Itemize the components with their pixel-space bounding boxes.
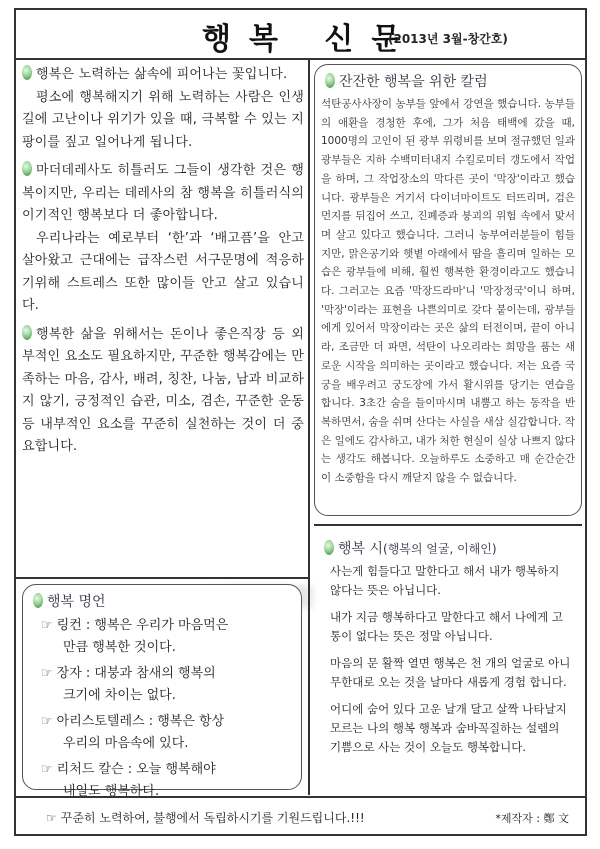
pointing-hand-icon: ☞	[41, 618, 53, 633]
footer-message: ☞ 꾸준히 노력하여, 불행에서 독립하시기를 기원드립니다.!!!	[46, 811, 365, 825]
effort-paragraph: 평소에 행복해지기 위해 노력하는 사람은 인생길에 고난이나 위기가 있을 때, 극복할 수 있는 지팡이를 짚고 일어나게 됩니다.	[22, 89, 304, 150]
poem-section	[314, 532, 582, 765]
korea-paragraph: 우리나라는 예로부터 ‘한’과 ‘배고픔’을 안고 살아왔고 근대에는 급작스런 서구문명에 적응하기위해 스트레스 또한 많이들 안고 살고 있습니다.	[22, 230, 304, 313]
quote-item: ☞ 리처드 칼슨 : 오늘 행복해야 내일도 행복하다.	[41, 762, 216, 799]
edition-label: (2013년 3월-창간호)	[388, 32, 508, 46]
poem-stanza: 어디에 숨어 있다 고운 날개 달고 살짝 나타날지 모르는 나의 행복 행복과 숨바꼭질하는 설렘의 기쁨으로 사는 것이 오늘도 행복합니다.	[330, 702, 567, 754]
masthead	[16, 10, 585, 60]
column-divider	[308, 60, 310, 795]
column-body: 석탄공사사장이 농부들 앞에서 강연을 했습니다. 농부들의 애환을 경청한 후에, 그가 처음 태백에 갔을 때, 1000명의 고인이 된 광부 위령비를 보며 절규했던 일과 광부들은 지하 수백미터내지 수킬로미터 갱도에서 작업을 하며, 그 작업장소의 막다른 곳이 '막장'이라고 했습니다. 광부들은 거기서 다이너마이트도 터뜨리며, 검은 먼지를 뒤집어 쓰고, 진폐증과 붕괴의 위험 속에서 맞서며 살고 있다고 했습니다. 그러니 농부여러분들이 힘들지만, 맑은공기와 햇볕 아래에서 땀을 흘리며 일하는 모습은 광부들에 비해, 훨씬 행복한 환경이라고도 했습니다. 그러고는 요즘 '막장드라마'니 '막장정국'이니 하며, '막장'이라는 표현을 나쁜의미로 갖다 붙이는데, 광부들에게 있어서 막장이라는 곳은 삶의 터전이며, 끝이 아니라, 조금만 더 파면, 석탄이 나오리라는 희망을 품는 새로운 시작을 의미하는 곳이라고 했습니다. 저는 요즘 국궁을 배우려고 궁도장에 가서 활시위를 당기는 연습을 합니다. 3초간 숨을 들이마시며 내뿜고 하는 동작을 반복하면서, 숨을 쉬며 산다는 사실을 새삼 실감합니다. 작은 일에도 감사하고, 내가 처한 현실이 실상 나쁘지 않다는 생각도 해봅니다. 오늘하루도 소중하고 매 순간순간이 소중함을 다시 깨닫지 않을 수 없습니다.	[321, 98, 575, 485]
quote-item: ☞ 장자 : 대붕과 참새의 행복의 크기에 차이는 없다.	[41, 666, 216, 703]
leaf-bullet-icon	[22, 325, 32, 340]
teresa-paragraph: 마더데레사도 히틀러도 그들이 생각한 것은 행복이지만, 우리는 데레사의 참 행복을 히틀러식의 이기적인 행복보다 더 좋아합니다.	[22, 163, 304, 223]
pointing-hand-icon: ☞	[41, 714, 53, 729]
leaf-bullet-icon	[22, 161, 32, 176]
quotes-heading: 행복 명언	[33, 591, 301, 611]
newspaper-title: 행복 신문	[202, 22, 419, 57]
leaf-bullet-icon	[325, 73, 335, 88]
pointing-hand-icon: ☞	[46, 811, 57, 825]
pointing-hand-icon: ☞	[41, 762, 53, 777]
column-heading: 잔잔한 행복을 위한 칼럼	[325, 71, 581, 91]
leaf-bullet-icon	[33, 593, 43, 608]
quote-item: ☞ 아리스토텔레스 : 행복은 항상 우리의 마음속에 있다.	[41, 714, 225, 751]
column-box	[314, 64, 582, 516]
newspaper-page	[14, 8, 587, 836]
poem-heading: 행복 시(행복의 얼굴, 이해인)	[324, 538, 582, 558]
leaf-bullet-icon	[324, 540, 334, 555]
poem-stanza: 사는게 힘들다고 말한다고 해서 내가 행복하지 않다는 뜻은 아닙니다.	[330, 564, 560, 597]
quote-item: ☞ 링컨 : 행복은 우리가 마음먹은 만큼 행복한 것이다.	[41, 618, 229, 655]
happy-life-paragraph: 행복한 삶을 위해서는 돈이나 좋은직장 등 외부적인 요소도 필요하지만, 꾸준한 행복감에는 만족하는 마음, 감사, 배려, 칭찬, 나눔, 남과 비교하지 않기, 긍정적인 습관, 미소, 겸손, 꾸준한 운동 등 내부적인 요소를 꾸준히 실천하는 것이 더 중요합니다.	[22, 326, 304, 454]
left-section-divider	[16, 577, 308, 579]
right-section-divider	[314, 524, 582, 526]
left-column	[22, 64, 304, 459]
author-credit: *제작자 : 鄭 文	[495, 812, 569, 825]
pointing-hand-icon: ☞	[41, 666, 53, 681]
poem-stanza: 내가 지금 행복하다고 말한다고 해서 나에게 고통이 없다는 뜻은 정말 아닙니다.	[330, 610, 564, 643]
footer	[16, 796, 585, 838]
poem-stanza: 마음의 문 활짝 열면 행복은 천 개의 얼굴로 아니 무한대로 오는 것을 날마다 새롭게 경험 합니다.	[330, 656, 571, 689]
quotes-box	[22, 584, 302, 799]
intro-paragraph: 행복은 노력하는 삶속에 피어나는 꽃입니다.	[22, 64, 304, 87]
leaf-bullet-icon	[22, 65, 32, 80]
